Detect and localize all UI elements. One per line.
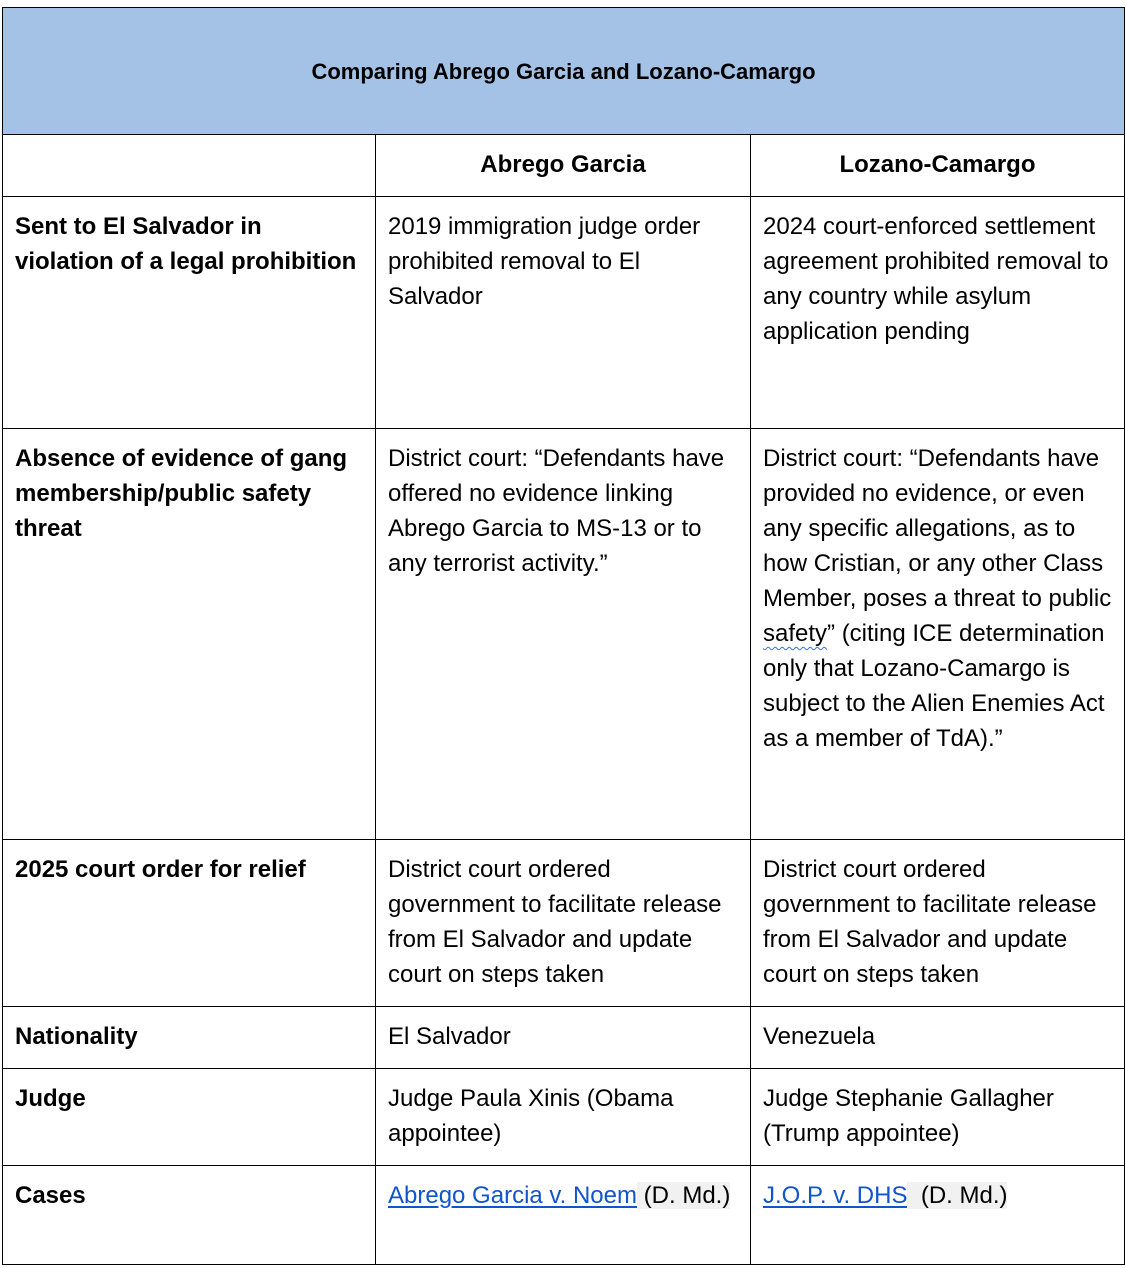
cell-abrego-judge: Judge Paula Xinis (Obama appointee) — [376, 1069, 751, 1166]
cell-abrego-legal-prohibition: 2019 immigration judge order prohibited removal to El Salvador — [376, 197, 751, 429]
table-row — [3, 429, 1125, 840]
column-header-row — [3, 135, 1125, 197]
cell-abrego-absence-of-evidence: District court: “Defendants have offered no evidence linking Abrego Garcia to MS-13 or to any terrorist activity.” — [376, 429, 751, 840]
abrego-garcia-v-noem-link[interactable]: Abrego Garcia v. Noem — [388, 1182, 637, 1209]
row-label-cases: Cases — [3, 1166, 376, 1265]
column-header-empty — [3, 135, 376, 197]
table-title: Comparing Abrego Garcia and Lozano-Camargo — [3, 8, 1125, 135]
cell-lozano-judge: Judge Stephanie Gallagher (Trump appointee) — [751, 1069, 1125, 1166]
row-label-nationality: Nationality — [3, 1007, 376, 1069]
lozano-quote-start: District court: “Defendants have provided no evidence, or even any specific allegations, as to how Cristian, or any other Class Member, poses a threat to public — [763, 445, 1112, 612]
row-label-legal-prohibition: Sent to El Salvador in violation of a legal prohibition — [3, 197, 376, 429]
table-row — [3, 1069, 1125, 1166]
cell-lozano-absence-of-evidence — [751, 429, 1125, 840]
table-row — [3, 197, 1125, 429]
abrego-case-court: (D. Md.) — [637, 1182, 731, 1209]
comparison-table — [2, 7, 1125, 1265]
table-row — [3, 840, 1125, 1007]
lozano-quote-end: ” (citing ICE determination only that Lozano-Camargo is subject to the Alien Enemies Act as a member of TdA).” — [763, 620, 1105, 752]
column-header-abrego-garcia: Abrego Garcia — [376, 135, 751, 197]
jop-v-dhs-link[interactable]: J.O.P. v. DHS — [763, 1182, 908, 1209]
row-label-absence-of-evidence: Absence of evidence of gang membership/public safety threat — [3, 429, 376, 840]
cell-abrego-cases — [376, 1166, 751, 1265]
cell-lozano-court-order: District court ordered government to facilitate release from El Salvador and update court on steps taken — [751, 840, 1125, 1007]
table-row — [3, 1007, 1125, 1069]
cell-lozano-nationality: Venezuela — [751, 1007, 1125, 1069]
cell-lozano-legal-prohibition: 2024 court-enforced settlement agreement prohibited removal to any country while asylum application pending — [751, 197, 1125, 429]
cell-lozano-cases — [751, 1166, 1125, 1265]
lozano-case-court: (D. Md.) — [907, 1182, 1008, 1209]
cell-abrego-court-order: District court ordered government to facilitate release from El Salvador and update court on steps taken — [376, 840, 751, 1007]
table-row — [3, 1166, 1125, 1265]
column-header-lozano-camargo: Lozano-Camargo — [751, 135, 1125, 197]
row-label-judge: Judge — [3, 1069, 376, 1166]
cell-abrego-nationality: El Salvador — [376, 1007, 751, 1069]
spellcheck-flagged-word[interactable]: safety — [763, 620, 828, 647]
row-label-court-order: 2025 court order for relief — [3, 840, 376, 1007]
title-row — [3, 8, 1125, 135]
